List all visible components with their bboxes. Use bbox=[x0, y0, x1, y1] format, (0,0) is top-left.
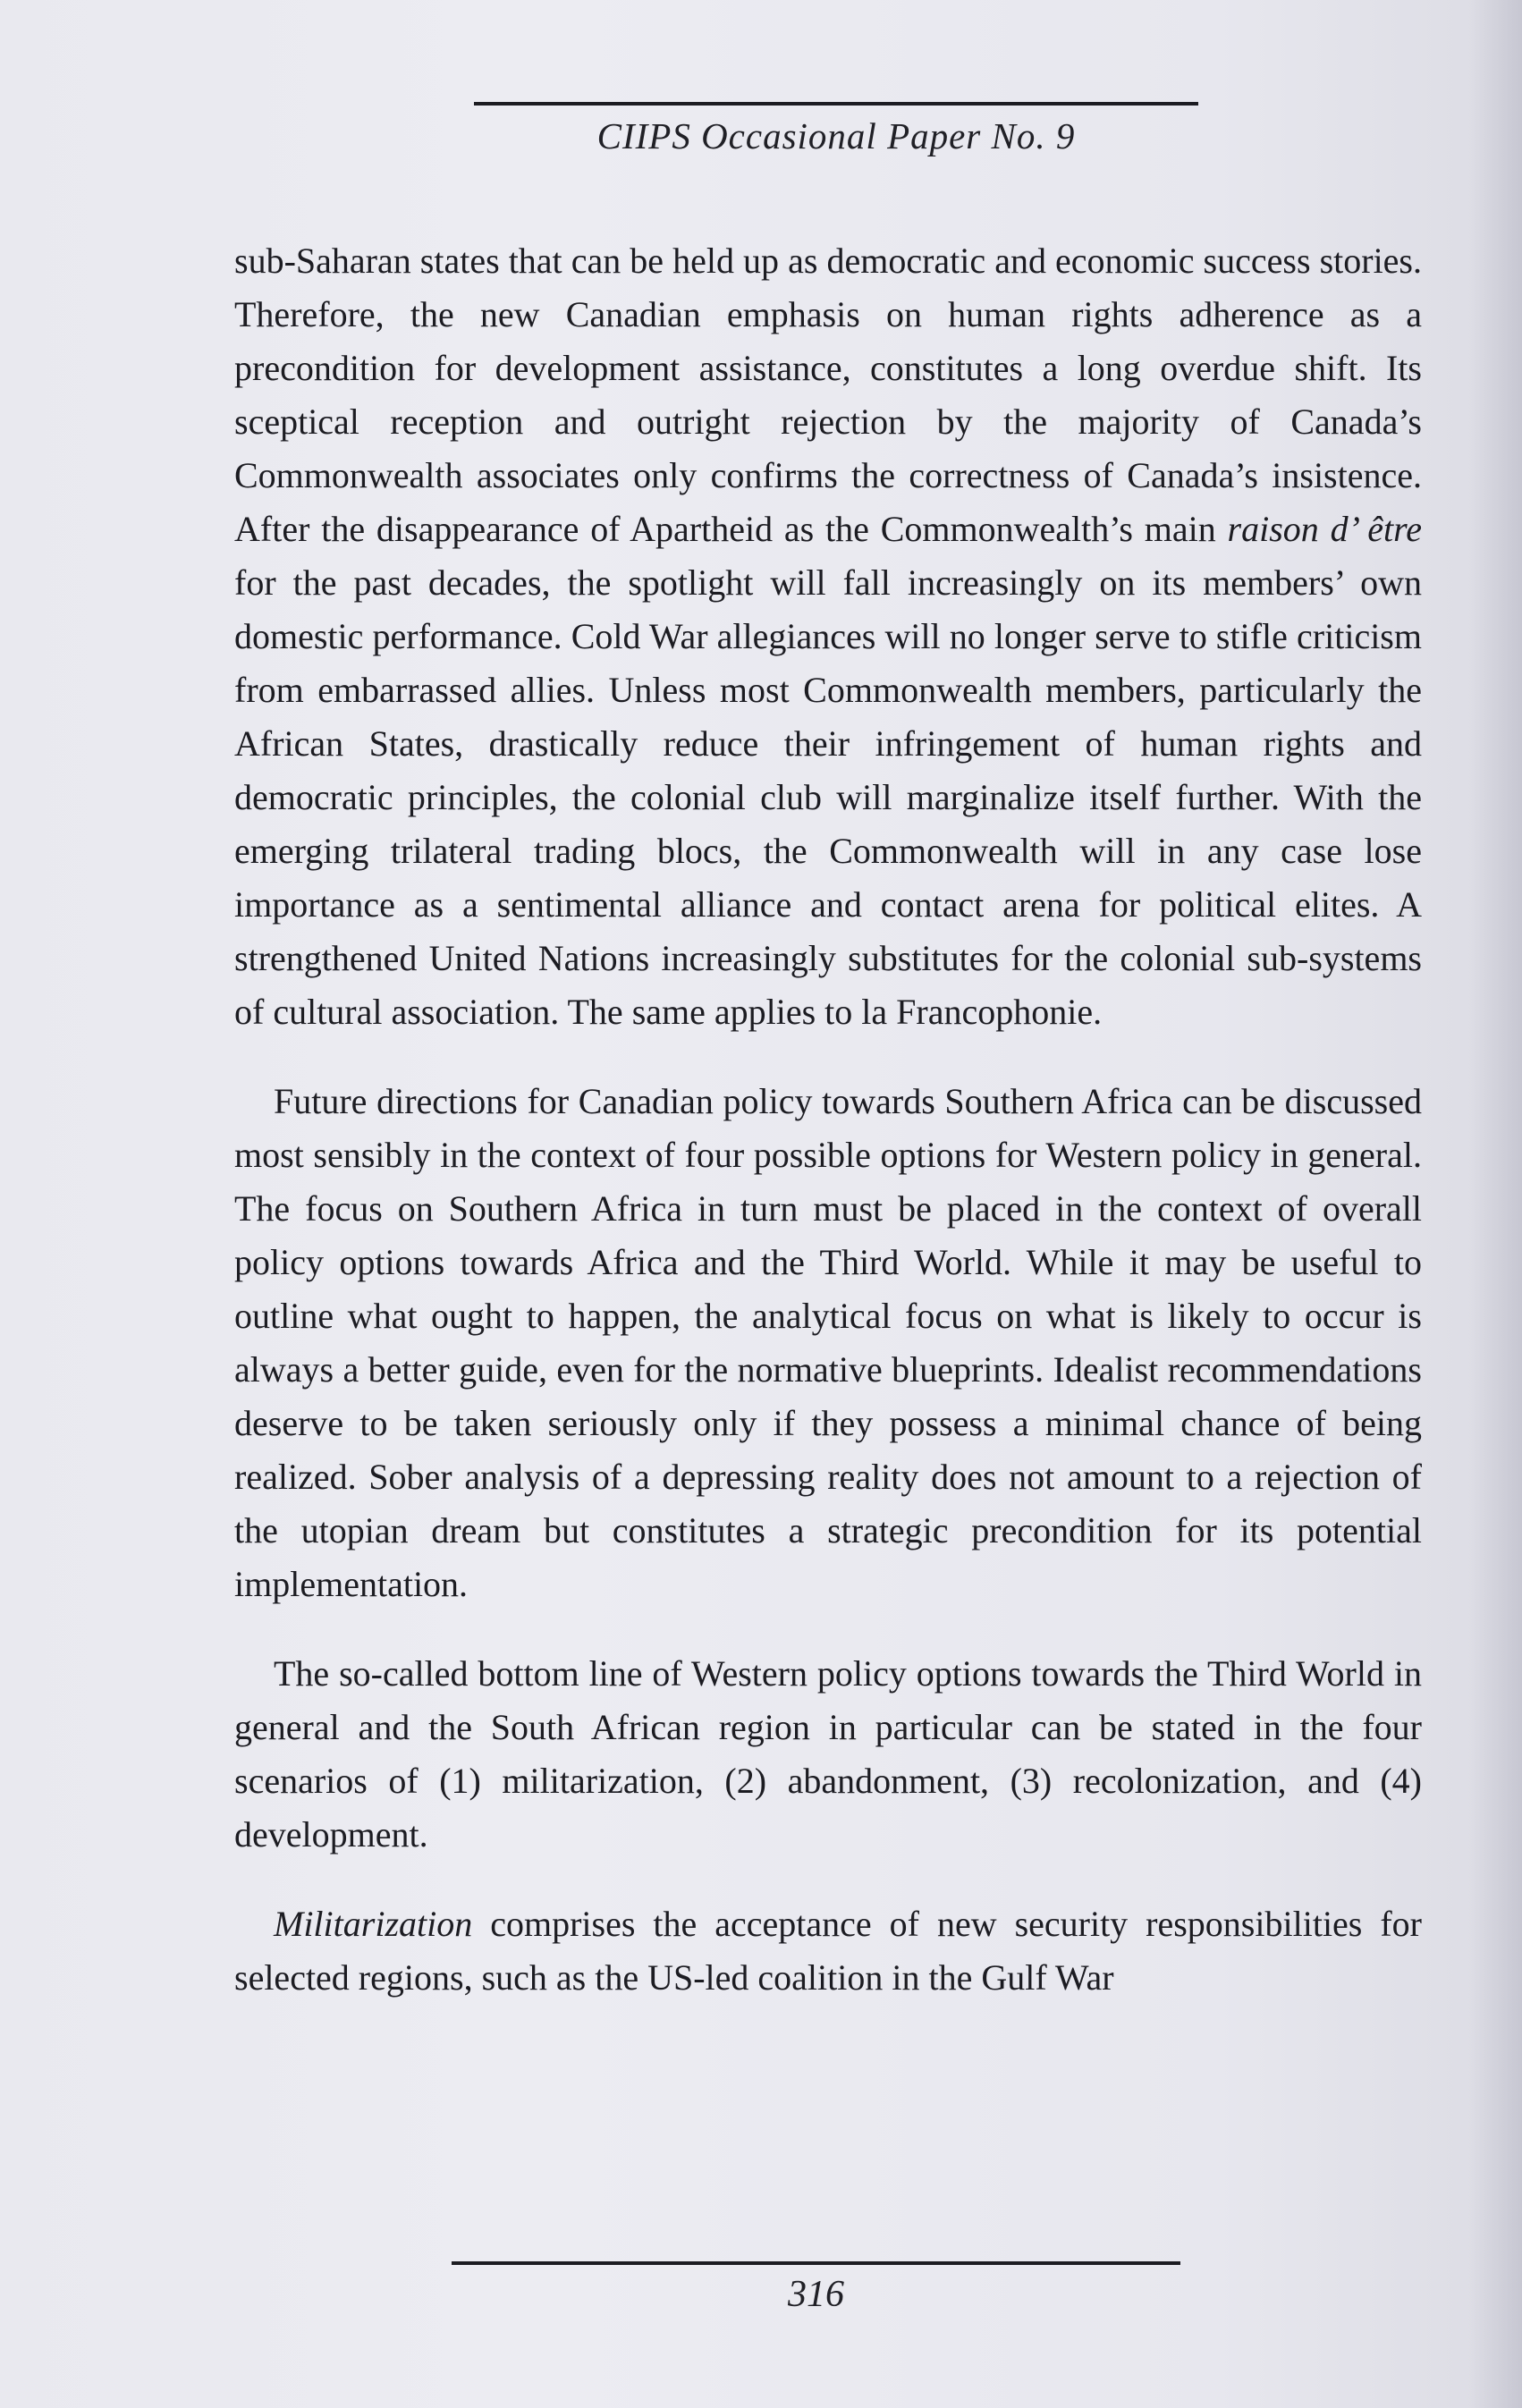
paragraph: Future directions for Canadian policy towards Southern Africa can be discussed most sensibly in the context of four possible options for Western policy in general. The focus on Southern Africa in turn must be placed in the context of overall policy options towards Africa and the Third World. While it may be useful to outline what ought to happen, the analytical focus on what is likely to occur is always a better guide, even for the normative blueprints. Idealist recommendations deserve to be taken seriously only if they possess a minimal chance of being realized. Sober analysis of a depressing reality does not amount to a rejection of the utopian dream but constitutes a strategic precondition for its potential implementation. bbox=[234, 1081, 1422, 1604]
paragraph bbox=[234, 1897, 1422, 2005]
body-text bbox=[234, 234, 1422, 2040]
paragraph-text: comprises the acceptance of new security responsibilities for selected regions, such as the US-led coalition in the Gulf War bbox=[234, 1904, 1422, 1998]
page-edge-shadow bbox=[1468, 0, 1522, 2408]
footer-rule bbox=[452, 2261, 1180, 2265]
page-number: 316 bbox=[788, 2274, 844, 2315]
paragraph: The so-called bottom line of Western policy options towards the Third World in general and the South African region in particular can be stated in the four scenarios of (1) militarization, (2) abandonment, (3) recolonization, and (4) development. bbox=[234, 1653, 1422, 1855]
italic-term: Militarization bbox=[274, 1904, 473, 1944]
header-rule bbox=[474, 102, 1198, 106]
paragraph bbox=[234, 234, 1422, 1039]
italic-phrase: raison d’ être bbox=[1227, 509, 1422, 549]
running-header: CIIPS Occasional Paper No. 9 bbox=[596, 115, 1076, 156]
paragraph-text: for the past decades, the spotlight will fall increasingly on its members’ own domestic performance. Cold War allegiances will no longer serve to stifle criticism from embarrassed allies. Unless most Commonwealth members, particularly the African States, drastically reduce their infringement of human rights and democratic principles, the colonial club will marginalize itself further. With the emerging trilateral trading blocs, the Commonwealth will in any case lose importance as a sentimental alliance and contact arena for political elites. A strengthened United Nations increasingly substitutes for the colonial sub-systems of cultural association. The same applies to la Francophonie. bbox=[234, 562, 1422, 1032]
paragraph-text: sub-Saharan states that can be held up as democratic and economic success stories. Therefore, the new Canadian emphasis on human rights adherence as a precondition for development assistance, constitutes a long overdue shift. Its sceptical reception and outright rejection by the majority of Canada’s Commonwealth associates only confirms the correctness of Canada’s insistence. After the disappearance of Apartheid as the Commonwealth’s main bbox=[234, 241, 1422, 549]
